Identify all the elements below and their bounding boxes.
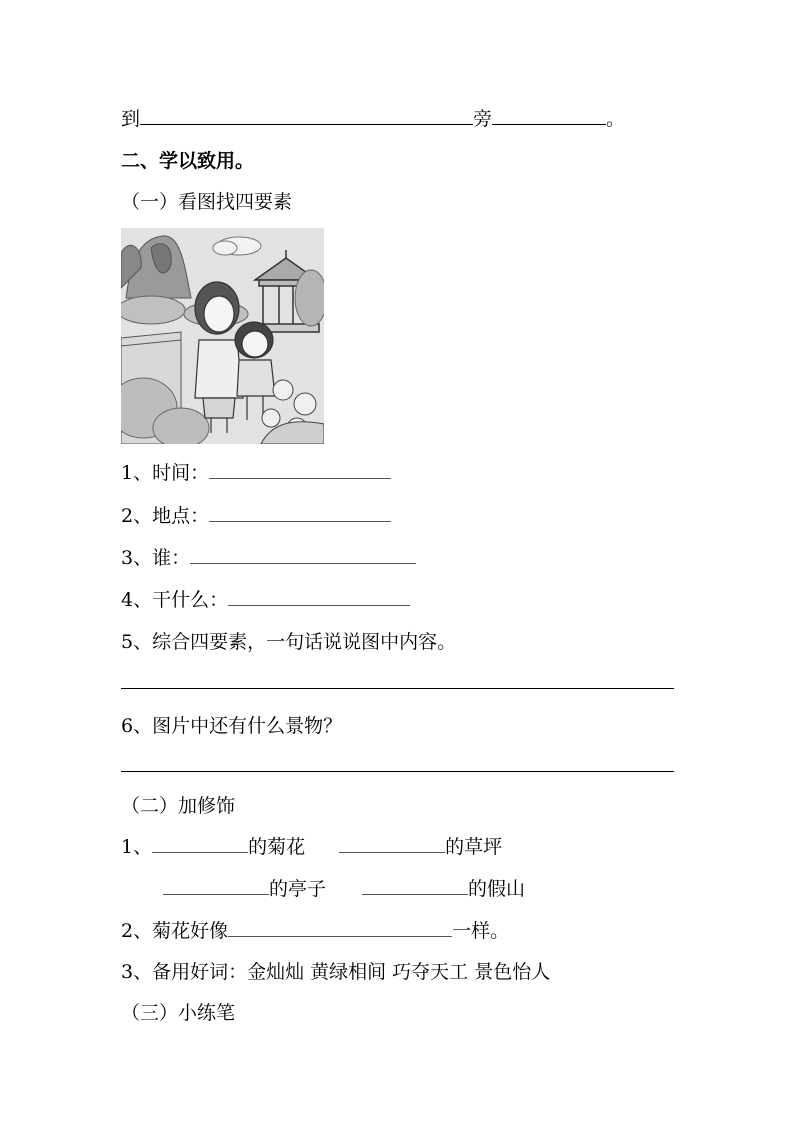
park-illustration [121,228,324,444]
question-summary: 5、综合四要素，一句话说说图中内容。 [121,631,457,653]
modifier-blank-c[interactable] [163,878,269,895]
modifier-number: 1、 [121,836,153,858]
simile-question [121,918,509,944]
blank-1[interactable] [140,106,473,125]
question-place-label: 2、地点： [121,505,210,527]
modifier-row-1 [121,834,502,860]
answer-scenery-line[interactable] [121,771,674,772]
fill-line-1 [121,106,625,132]
question-time-label: 1、时间： [121,462,210,484]
question-time [121,460,391,486]
modifier-label-c: 的亭子 [269,878,327,900]
modifier-blank-b[interactable] [339,836,445,853]
modifier-label-a: 的菊花 [248,836,306,858]
question-place [121,503,391,529]
text-period: 。 [606,108,626,130]
modifier-label-b: 的草坪 [445,836,503,858]
question-doing [121,587,410,613]
question-doing-label: 4、干什么： [121,589,229,611]
answer-time-blank[interactable] [209,462,391,479]
question-who-label: 3、谁： [121,547,191,569]
modifier-blank-a[interactable] [152,836,248,853]
simile-blank[interactable] [228,920,452,937]
part3-title: （三）小练笔 [121,1002,236,1024]
answer-place-blank[interactable] [209,505,391,522]
text-dao: 到 [121,108,141,130]
part1-title: （一）看图找四要素 [121,191,293,213]
answer-summary-line[interactable] [121,688,674,689]
simile-prefix: 2、菊花好像 [121,920,229,942]
question-who [121,545,416,571]
modifier-blank-d[interactable] [362,878,468,895]
modifier-label-d: 的假山 [468,878,526,900]
blank-2[interactable] [492,106,606,125]
answer-who-blank[interactable] [190,547,416,564]
part2-title: （二）加修饰 [121,795,236,817]
question-scenery: 6、图片中还有什么景物？ [121,715,343,737]
tree-shape [295,270,324,326]
modifier-row-2 [121,876,525,902]
word-bank: 3、备用好词：金灿灿 黄绿相间 巧夺天工 景色怡人 [121,961,551,983]
section-title: 二、学以致用。 [121,150,255,172]
answer-doing-blank[interactable] [228,589,410,606]
text-pang: 旁 [473,108,493,130]
simile-suffix: 一样。 [452,920,510,942]
